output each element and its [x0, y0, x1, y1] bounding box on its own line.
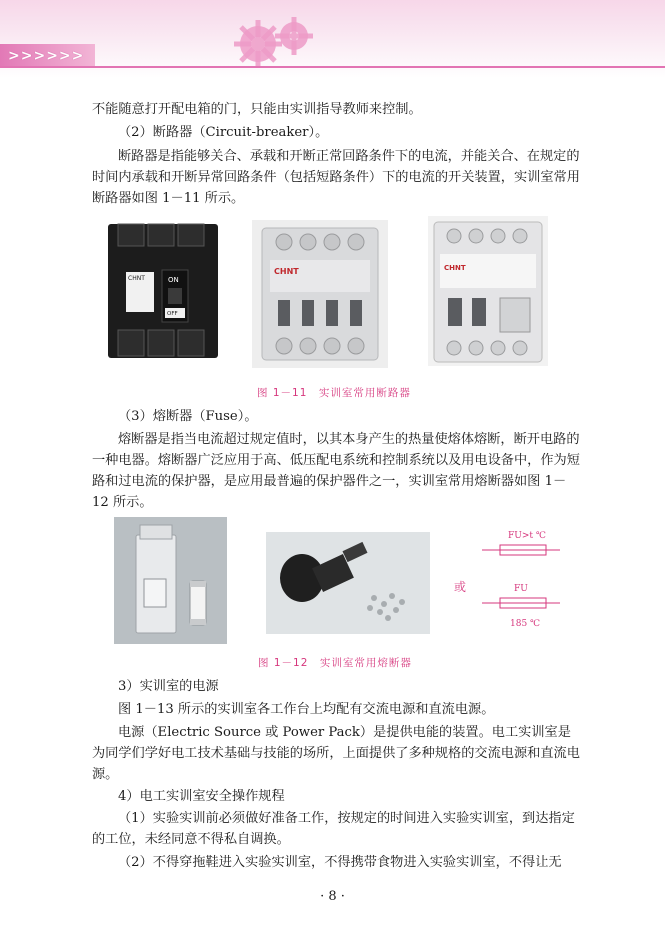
- paragraph-power: 电源（Electric Source 或 Power Pack）是提供电能的装置。电工实训室是为同学们学好电工技术基础与技能的场所，上面提供了多种规格的交流电源和直流电源。: [92, 725, 580, 782]
- figure-1-12-caption: 图 1－12 实训室常用熔断器: [258, 657, 412, 669]
- figure-1-11-caption: 图 1－11 实训室常用断路器: [257, 387, 411, 399]
- paragraph-safety-2: （2）不得穿拖鞋进入实验实训室，不得携带食物进入实验实训室，不得让无: [118, 855, 562, 870]
- breaker1-brand: CHNT: [128, 275, 145, 282]
- fuse-temp-label: 185 ℃: [510, 619, 541, 629]
- fuse-holder-photo: [114, 517, 227, 644]
- paragraph-circuit-breaker: 断路器是指能够关合、承载和开断正常回路条件下的电流，并能关合、在规定的时间内承载和开断异常回路条件（包括短路条件）下的电流的开关装置，实训室常用断路器如图 1－11 所示。: [92, 149, 580, 206]
- paragraph-fuse: 熔断器是指当电流超过规定值时，以其本身产生的热量使熔体熔断，断开电路的一种电器。熔断器广泛应用于高、低压配电系统和控制系统以及用电设备中，作为短路和过电流的保护器，是应用最普遍的保护器件之一，实训室常用熔断器如图 1－12 所示。: [92, 432, 580, 510]
- header-rule: [0, 66, 665, 68]
- fuse-symbol2-label: FU: [514, 584, 528, 594]
- page-header: [0, 0, 665, 78]
- fuse-symbol-diagram: [470, 524, 570, 636]
- page-number: · 8 ·: [320, 889, 345, 904]
- chevron-icon: >>>>>>: [8, 48, 85, 64]
- paragraph: 不能随意打开配电箱的门，只能由实训指导教师来控制。: [92, 102, 422, 117]
- paragraph: 图 1－13 所示的实训室各工作台上均配有交流电源和直流电源。: [118, 702, 495, 717]
- breaker-photo-3: [428, 216, 548, 366]
- breaker2-brand: CHNT: [274, 267, 299, 276]
- heading-safety: 4）电工实训室安全操作规程: [118, 789, 285, 804]
- paragraph-safety-1: （1）实验实训前必须做好准备工作，按规定的时间进入实验实训室，到达指定的工位，未经同意不得私自调换。: [92, 811, 575, 847]
- fuse-symbol1-label: FU>t ℃: [508, 531, 546, 541]
- heading-circuit-breaker: （2）断路器（Circuit-breaker）。: [118, 125, 329, 140]
- breaker-photo-2: [252, 220, 388, 368]
- breaker3-brand: CHNT: [444, 264, 466, 272]
- or-label: 或: [454, 580, 467, 594]
- breaker1-on-label: ON: [168, 276, 179, 284]
- gears-icon: [228, 12, 328, 74]
- breaker1-off-label: OFF: [167, 311, 178, 317]
- heading-fuse: （3）熔断器（Fuse）。: [118, 409, 258, 424]
- fuse-cartridge-photo: [266, 532, 430, 634]
- breaker-photo-1: [104, 220, 224, 362]
- heading-power: 3）实训室的电源: [118, 679, 219, 694]
